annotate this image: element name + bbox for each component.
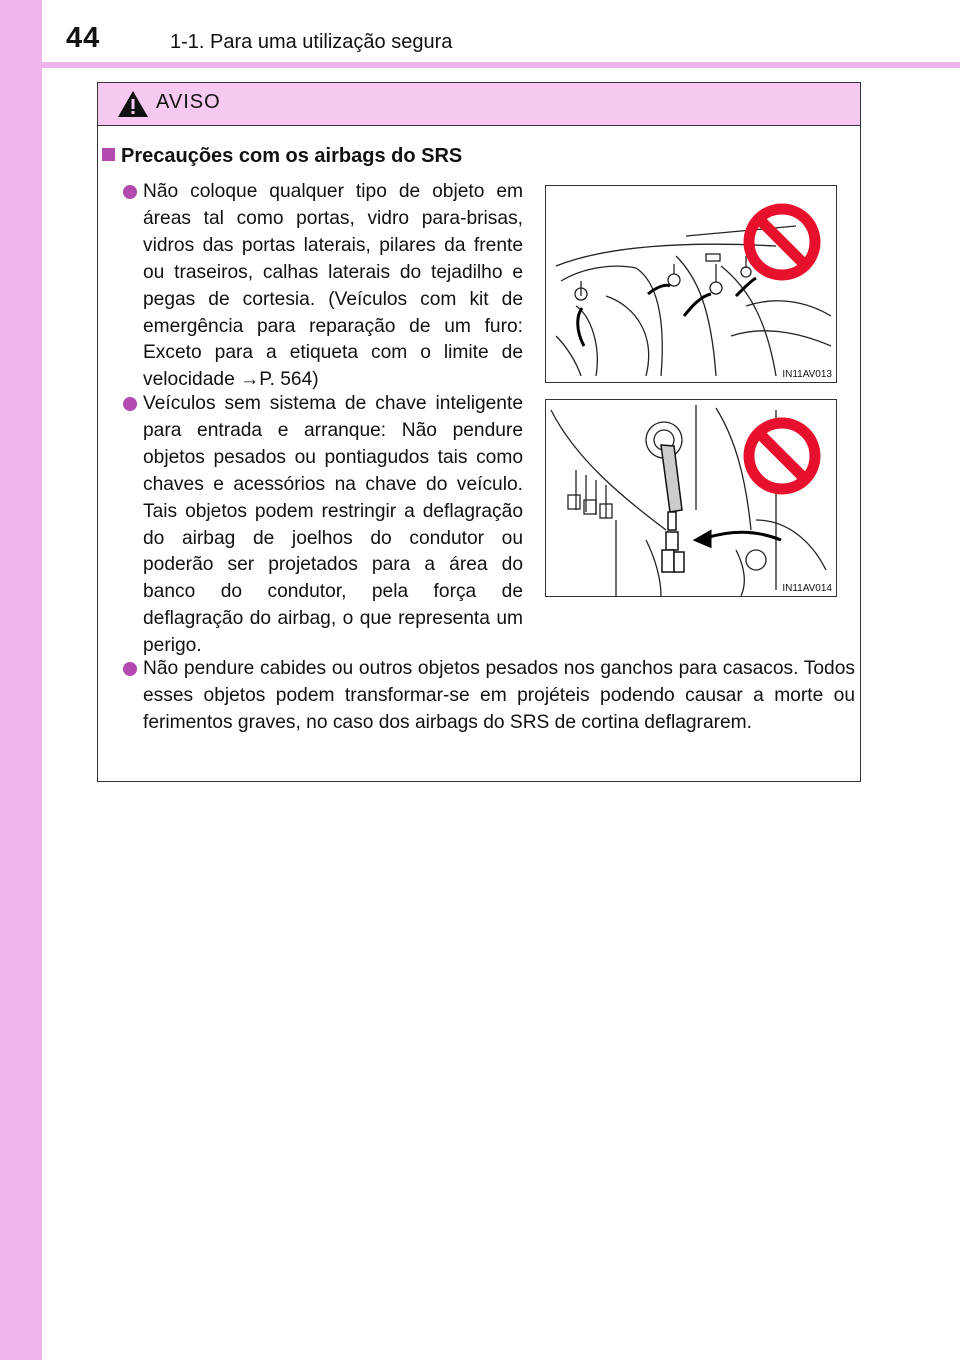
header-rule [42, 62, 960, 68]
car-interior-drawing [546, 186, 836, 382]
side-strip [0, 0, 42, 1360]
subsection-heading [102, 145, 462, 168]
subsection-heading-text: Precauções com os airbags do SRS [121, 145, 463, 167]
bullet-item [143, 391, 523, 660]
illustration-key-with-objects [545, 399, 837, 597]
round-bullet-icon [123, 397, 137, 411]
illustration-code: IN11AV013 [782, 369, 832, 380]
bullet-item [143, 656, 855, 737]
prohibited-icon [749, 423, 815, 489]
warning-box [97, 82, 861, 782]
page-number: 44 [66, 22, 101, 54]
warning-triangle-icon [116, 89, 150, 119]
bullet-text: Veículos sem sistema de chave inteligente para entrada e arranque: Não pendure objetos pesados ou pontiagudos tais como chaves e acessórios na chave do veículo. Tais objetos podem restringir a deflagração do airbag de joelhos do condutor ou poderão ser projetados para a área do banco do condutor, pela força de deflagração do airbag, o que representa um perigo. [143, 393, 523, 657]
prohibited-icon [749, 209, 815, 275]
ignition-key-drawing [546, 400, 836, 596]
warning-label: AVISO [156, 91, 221, 113]
illustration-code: IN11AV014 [782, 583, 832, 594]
square-bullet-icon [102, 148, 115, 161]
warning-header [98, 83, 860, 126]
bullet-item [143, 179, 523, 394]
bullet-text: Não pendure cabides ou outros objetos pesados nos ganchos para casacos. Todos esses objetos podem transformar-se em projéteis podendo causar a morte ou ferimentos graves, no caso dos airbags do SRS de cortina deflagrarem. [143, 658, 855, 733]
section-title: 1-1. Para uma utilização segura [170, 31, 453, 53]
illustration-interior-hanging-objects [545, 185, 837, 383]
round-bullet-icon [123, 662, 137, 676]
bullet-text: Não coloque qualquer tipo de objeto em áreas tal como portas, vidro para-brisas, vidros das portas laterais, pilares da frente ou traseiros, calhas laterais do tejadilho e pegas de cortesia. (Veículos com kit de emergência para reparação de um furo: Exceto para a etiqueta com o limite de velocidade →P. 564) [143, 181, 523, 391]
round-bullet-icon [123, 185, 137, 199]
